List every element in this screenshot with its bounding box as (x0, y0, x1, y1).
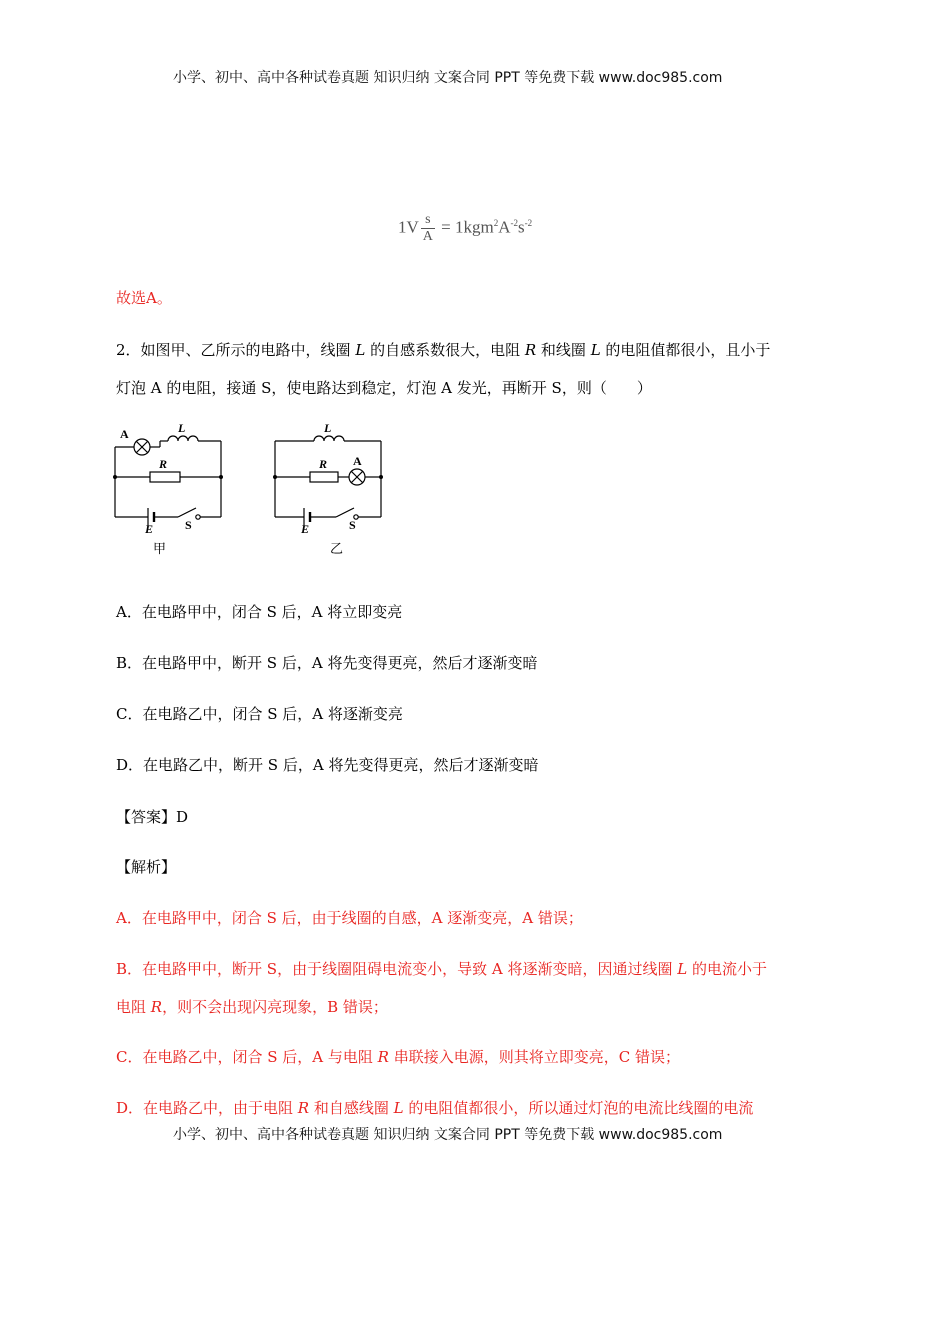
fraction-denominator: A (422, 229, 433, 244)
analysis-c (116, 1046, 680, 1067)
option-label: D． (116, 756, 144, 774)
battery-label: E (145, 522, 154, 536)
switch-icon (336, 508, 354, 517)
inductor-label: L (324, 421, 332, 435)
unit-formula (398, 212, 532, 245)
page-header-banner: 小学、初中、高中各种试卷真题 知识归纳 文案合同 PPT 等免费下载 www.doc985.com (173, 70, 723, 86)
option-label: B． (116, 654, 143, 672)
inductor-label: L (178, 421, 186, 435)
option-a[interactable] (116, 601, 402, 622)
symbol-L: L (590, 341, 601, 359)
question-line-1 (116, 339, 770, 360)
formula-exponent: 2 (493, 217, 499, 228)
circuit-diagram-jia (112, 417, 232, 559)
analysis-text: ，则不会出现闪亮现象，B 错误； (162, 998, 388, 1016)
resistor-label: R (319, 457, 328, 471)
symbol-R: R (150, 998, 163, 1016)
battery-label: E (301, 522, 310, 536)
answer-value: D (176, 808, 189, 826)
figure-caption-jia: 甲 (153, 541, 167, 556)
option-text: 在电路甲中，断开 S 后，A 将先变得更亮，然后才逐渐变暗 (142, 654, 538, 672)
previous-conclusion: 故选A。 (116, 289, 172, 307)
inductor-icon (168, 436, 198, 441)
question-number: 2． (116, 341, 141, 359)
inductor-icon (314, 436, 344, 441)
analysis-a: A．在电路甲中，闭合 S 后，由于线圈的自感，A 逐渐变亮，A 错误； (116, 909, 583, 927)
lamp-label: A (353, 454, 362, 468)
analysis-d (116, 1097, 753, 1118)
analysis-text: C．在电路乙中，闭合 S 后，A 与电阻 (116, 1048, 378, 1066)
symbol-L: L (393, 1099, 404, 1117)
formula-fraction (421, 212, 435, 245)
formula-rhs: = 1kgm (436, 217, 494, 237)
lamp-label: A (120, 427, 129, 441)
option-text: 在电路乙中，断开 S 后，A 将先变得更亮，然后才逐渐变暗 (143, 756, 539, 774)
analysis-text: 电阻 (116, 998, 151, 1016)
option-c[interactable] (116, 703, 403, 724)
analysis-text: 和自感线圈 (309, 1099, 394, 1117)
formula-lead: 1V (398, 217, 419, 237)
circuit-diagram-yi (272, 417, 392, 559)
answer-line (116, 806, 188, 827)
formula-exponent: -2 (510, 217, 518, 228)
formula-second: s (518, 217, 525, 237)
analysis-b-line-2 (116, 996, 388, 1017)
resistor-icon (310, 472, 338, 482)
option-text: 在电路甲中，闭合 S 后，A 将立即变亮 (141, 603, 403, 621)
symbol-R: R (297, 1099, 310, 1117)
switch-label: S (349, 518, 356, 532)
answer-tag: 【答案】 (116, 808, 177, 826)
symbol-R: R (377, 1048, 389, 1066)
formula-exponent: -2 (524, 217, 533, 228)
formula-ampere: A (498, 217, 511, 237)
analysis-text: B．在电路甲中，断开 S，由于线圈阻碍电流变小，导致 A 将逐渐变暗，因通过线圈 (116, 960, 678, 978)
analysis-text: D．在电路乙中，由于电阻 (116, 1099, 298, 1117)
analysis-tag: 【解析】 (116, 858, 177, 876)
analysis-b-line-1 (116, 958, 767, 979)
figure-caption-yi: 乙 (330, 541, 344, 556)
analysis-text: 串联接入电源，则其将立即变亮，C 错误； (388, 1048, 680, 1066)
analysis-text: 的电流小于 (687, 960, 767, 978)
option-label: A． (116, 603, 142, 621)
page-footer-banner: 小学、初中、高中各种试卷真题 知识归纳 文案合同 PPT 等免费下载 www.doc985.com (173, 1127, 723, 1143)
resistor-label: R (159, 457, 168, 471)
question-line-2: 灯泡 A 的电阻，接通 S，使电路达到稳定，灯泡 A 发光，再断开 S，则（ ） (116, 379, 652, 397)
option-d[interactable] (116, 754, 538, 775)
question-text: 和线圈 (536, 341, 591, 359)
switch-label: S (185, 518, 192, 532)
fraction-numerator: s (421, 212, 435, 229)
symbol-R: R (524, 341, 537, 359)
question-text: 的电阻值都很小，且小于 (600, 341, 771, 359)
question-text: 的自感系数很大，电阻 (365, 341, 525, 359)
symbol-L: L (677, 960, 688, 978)
analysis-text: 的电阻值都很小，所以通过灯泡的电流比线圈的电流 (403, 1099, 754, 1117)
symbol-L: L (355, 341, 366, 359)
option-text: 在电路乙中，闭合 S 后，A 将逐渐变亮 (142, 705, 403, 723)
option-b[interactable] (116, 652, 537, 673)
resistor-icon (150, 472, 180, 482)
option-label: C． (116, 705, 143, 723)
question-text: 如图甲、乙所示的电路中，线圈 (140, 341, 356, 359)
switch-icon (178, 508, 196, 517)
